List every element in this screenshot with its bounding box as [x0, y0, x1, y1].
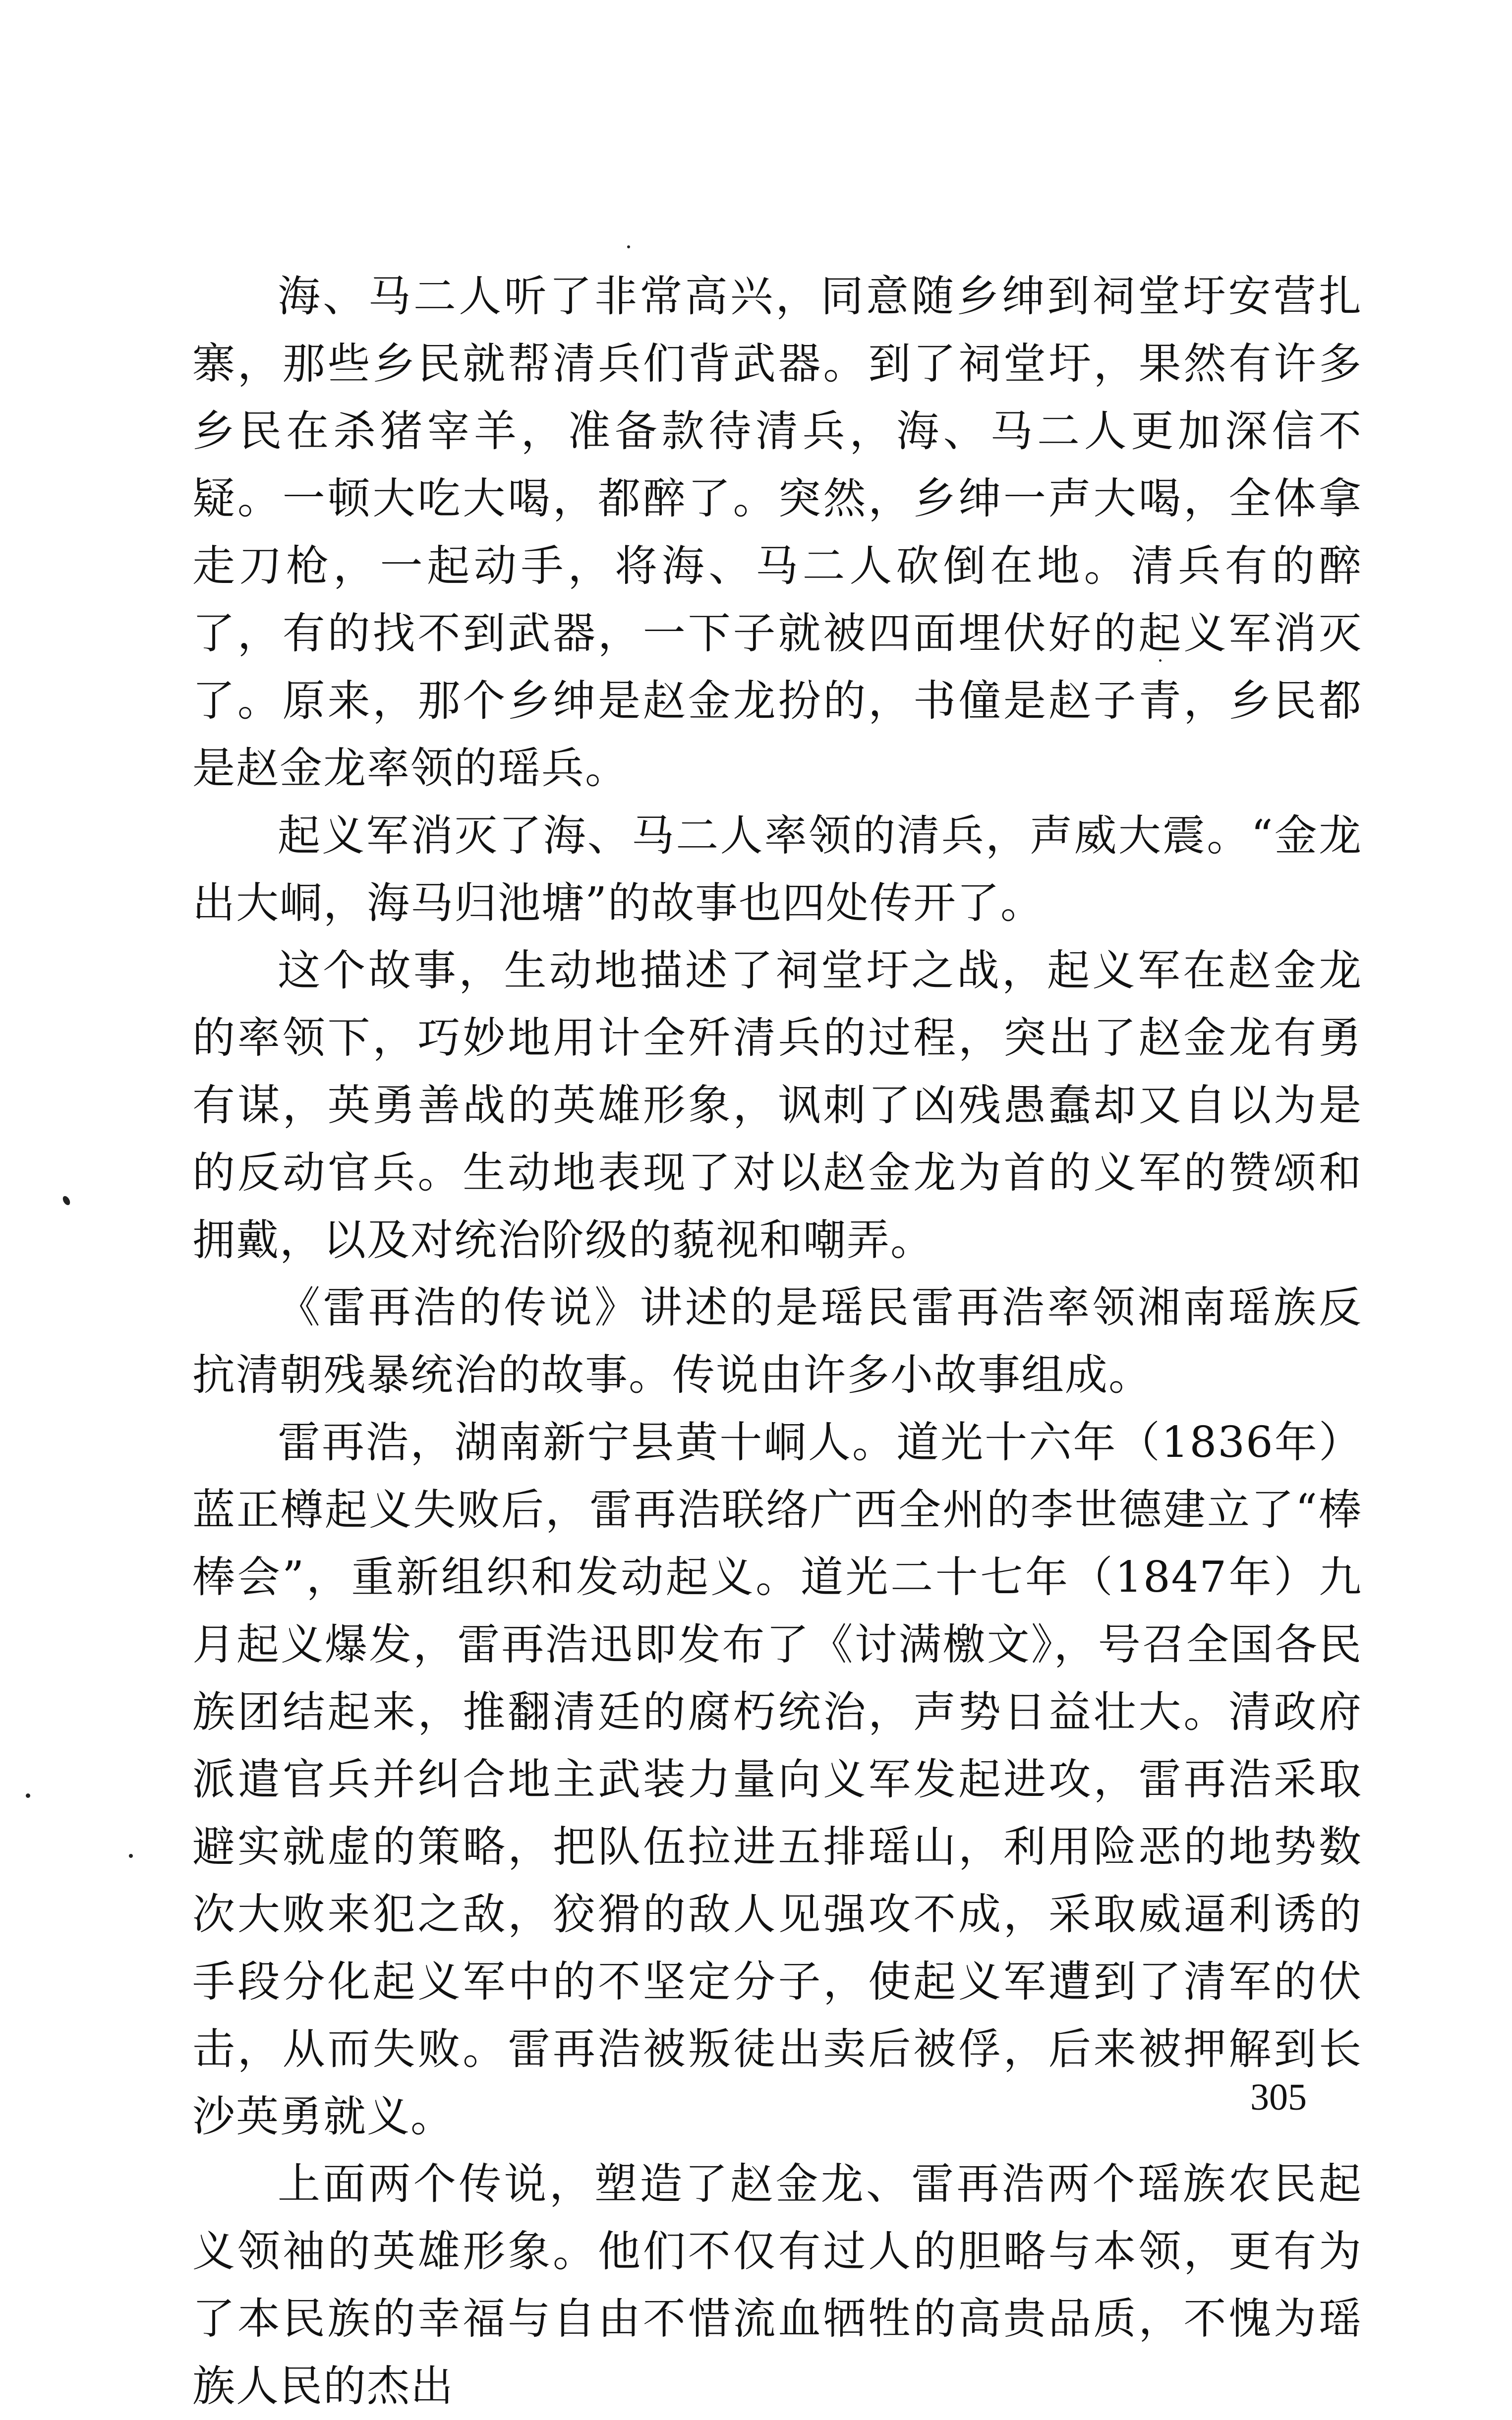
scan-speck — [1159, 659, 1162, 662]
page-number: 305 — [1250, 2076, 1307, 2118]
paragraph-3: 这个故事，生动地描述了祠堂圩之战，起义军在赵金龙的率领下，巧妙地用计全歼清兵的过程，突出了赵金龙有勇有谋，英勇善战的英雄形象，讽刺了凶残愚蠢却又自以为是的反动官兵。生动地表现了对以赵金龙为首的义军的赞颂和拥戴，以及对统治阶级的藐视和嘲弄。 — [192, 946, 1362, 1265]
scan-speck — [129, 1854, 133, 1858]
paragraph-2: 起义军消灭了海、马二人率领的清兵，声威大震。“金龙出大峒，海马归池塘”的故事也四处传开了。 — [192, 811, 1362, 928]
paragraph-6: 上面两个传说，塑造了赵金龙、雷再浩两个瑶族农民起义领袖的英雄形象。他们不仅有过人的胆略与本领，更有为了本民族的幸福与自由不惜流血牺牲的高贵品质，不愧为瑶族人民的杰出 — [192, 2159, 1362, 2411]
paragraph-4: 《雷再浩的传说》讲述的是瑶民雷再浩率领湘南瑶族反抗清朝残暴统治的故事。传说由许多小故事组成。 — [192, 1283, 1362, 1400]
scan-speck — [61, 1195, 71, 1206]
paragraph-5: 雷再浩，湖南新宁县黄十峒人。道光十六年（1836年）蓝正樽起义失败后，雷再浩联络广西全州的李世德建立了“棒棒会”，重新组织和发动起义。道光二十七年（1847年）九月起义爆发，雷再浩迅即发布了《讨满檄文》，号召全国各民族团结起来，推翻清廷的腐朽统治，声势日益壮大。清政府派遣官兵并纠合地主武装力量向义军发起进攻，雷再浩采取避实就虚的策略，把队伍拉进五排瑶山，利用险恶的地势数次大败来犯之敌，狡猾的敌人见强攻不成，采取威逼利诱的手段分化起义军中的不坚定分子，使起义军遭到了清军的伏击，从而失败。雷再浩被叛徒出卖后被俘，后来被押解到长沙英勇就义。 — [192, 1418, 1362, 2141]
paragraph-1: 海、马二人听了非常高兴，同意随乡绅到祠堂圩安营扎寨，那些乡民就帮清兵们背武器。到了祠堂圩，果然有许多乡民在杀猪宰羊，准备款待清兵，海、马二人更加深信不疑。一顿大吃大喝，都醉了。突然，乡绅一声大喝，全体拿走刀枪，一起动手，将海、马二人砍倒在地。清兵有的醉了，有的找不到武器，一下子就被四面埋伏好的起义军消灭了。原来，那个乡绅是赵金龙扮的，书僮是赵子青，乡民都是赵金龙率领的瑶兵。 — [192, 272, 1362, 793]
scan-speck — [26, 1793, 30, 1798]
scan-speck — [627, 245, 630, 248]
body-text — [192, 263, 1362, 2420]
